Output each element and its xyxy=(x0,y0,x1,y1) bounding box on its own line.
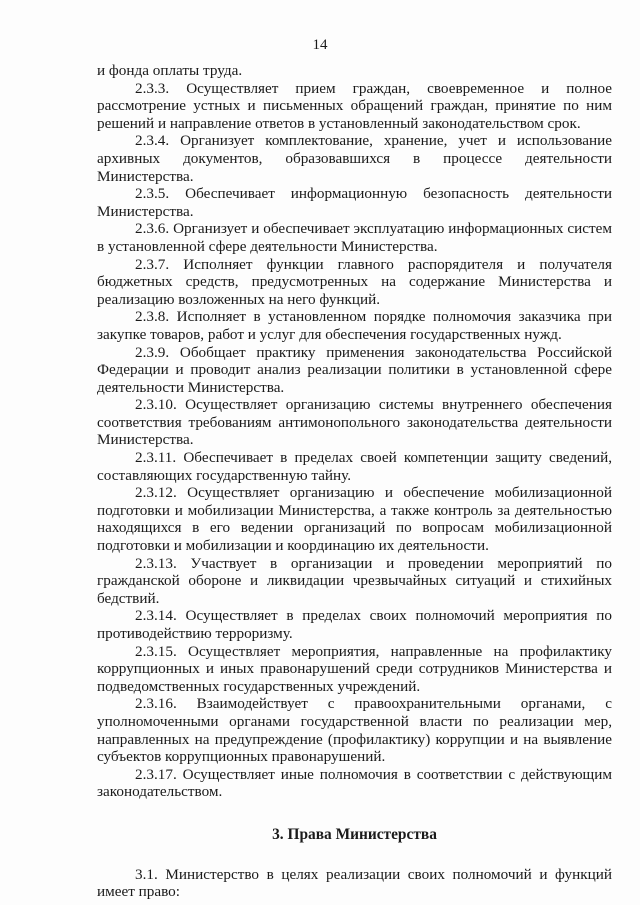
paragraph-2-3-8: 2.3.8. Исполняет в установленном порядке полномочия заказчика при закупке товаров, работ и услуг для обеспечения государственных нужд. xyxy=(97,308,612,343)
paragraph-continuation: и фонда оплаты труда. xyxy=(97,62,243,79)
section-heading: 3. Права Министерства xyxy=(272,825,437,843)
paragraph-2-3-7: 2.3.7. Исполняет функции главного распорядителя и получателя бюджетных средств, предусмотренных на содержание Министерства и реализацию возложенных на него функций. xyxy=(97,255,612,308)
paragraph-2-3-4: 2.3.4. Организует комплектование, хранение, учет и использование архивных документов, образовавшихся в процессе деятельности Министерства. xyxy=(97,132,612,185)
paragraph-2-3-5: 2.3.5. Обеспечивает информационную безопасность деятельности Министерства. xyxy=(97,185,612,220)
paragraph-2-3-9: 2.3.9. Обобщает практику применения законодательства Российской Федерации и проводит анализ реализации политики в установленной сфере деятельности Министерства. xyxy=(97,343,612,396)
page-number: 14 xyxy=(312,37,328,53)
paragraph-2-3-11: 2.3.11. Обеспечивает в пределах своей компетенции защиту сведений, составляющих государственную тайну. xyxy=(97,449,612,484)
paragraph-2-3-6: 2.3.6. Организует и обеспечивает эксплуатацию информационных систем в установленной сфере деятельности Министерства. xyxy=(97,220,612,255)
document-body xyxy=(97,62,612,901)
paragraph-2-3-12: 2.3.12. Осуществляет организацию и обеспечение мобилизационной подготовки и мобилизации Министерства, а также контроль за деятельностью находящихся в его ведении организаций по вопросам мобилизационной подготовки и мобилизации и координацию их деятельности. xyxy=(97,484,612,555)
paragraph-2-3-14: 2.3.14. Осуществляет в пределах своих полномочий мероприятия по противодействию терроризму. xyxy=(97,607,612,642)
paragraph-2-3-10: 2.3.10. Осуществляет организацию системы внутреннего обеспечения соответствия требованиям антимонопольного законодательства деятельности Министерства. xyxy=(97,396,612,449)
paragraph-2-3-16: 2.3.16. Взаимодействует с правоохранительными органами, с уполномоченными органами государственной власти по реализации мер, направленных на предупреждение (профилактику) коррупции и на выявление субъектов коррупционных правонарушений. xyxy=(97,695,612,766)
paragraph-2-3-13: 2.3.13. Участвует в организации и проведении мероприятий по гражданской обороне и ликвидации чрезвычайных ситуаций и стихийных бедствий. xyxy=(97,554,612,607)
paragraph-2-3-15: 2.3.15. Осуществляет мероприятия, направленные на профилактику коррупционных и иных правонарушений среди сотрудников Министерства и подведомственных государственных учреждений. xyxy=(97,642,612,695)
paragraph-3-1: 3.1. Министерство в целях реализации своих полномочий и функций имеет право: xyxy=(97,865,612,901)
paragraph-2-3-17: 2.3.17. Осуществляет иные полномочия в соответствии с действующим законодательством. xyxy=(97,765,612,801)
paragraph-2-3-3: 2.3.3. Осуществляет прием граждан, своевременное и полное рассмотрение устных и письменных обращений граждан, принятие по ним решений и направление ответов в установленный законодательством срок. xyxy=(97,79,612,132)
